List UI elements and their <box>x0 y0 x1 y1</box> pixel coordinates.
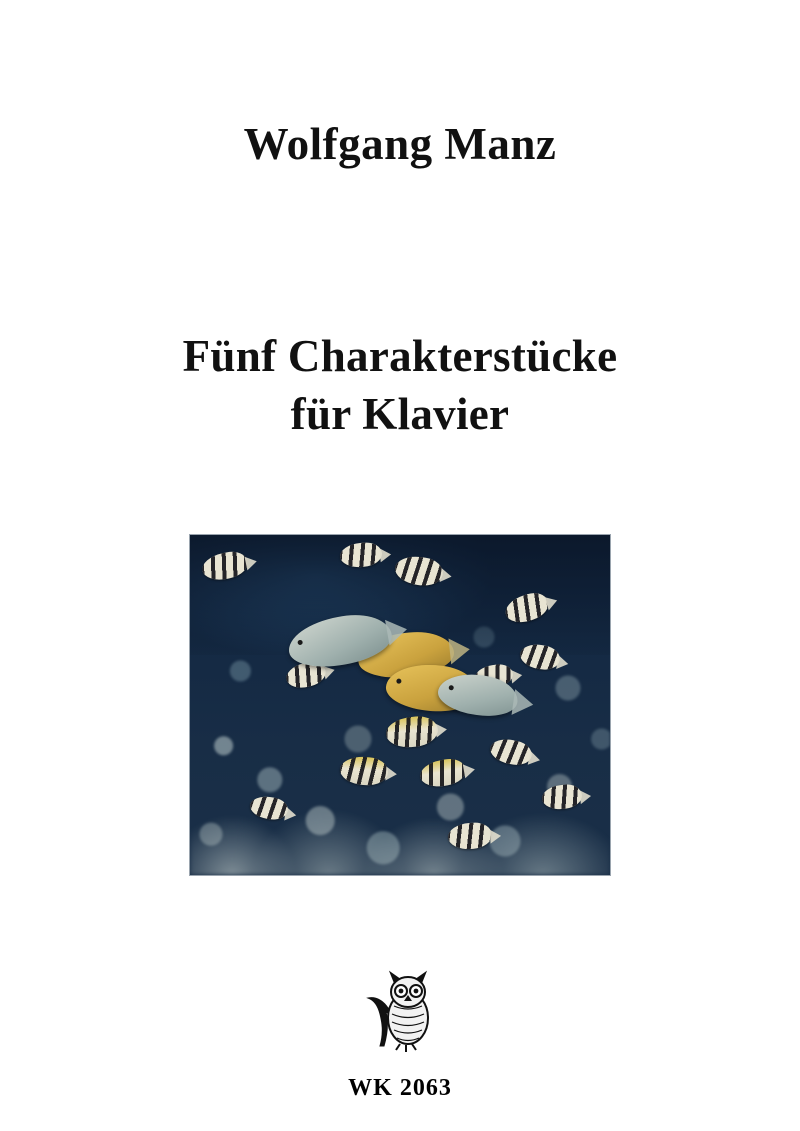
owl-logo <box>350 960 450 1060</box>
page-title <box>0 327 800 443</box>
catalog-number: WK 2063 <box>348 1075 452 1101</box>
title-line-1: Fünf Charakterstücke <box>182 331 618 381</box>
cover-image <box>190 535 610 875</box>
composer-name: Wolfgang Manz <box>243 119 557 169</box>
title-line-2: für Klavier <box>290 389 510 439</box>
